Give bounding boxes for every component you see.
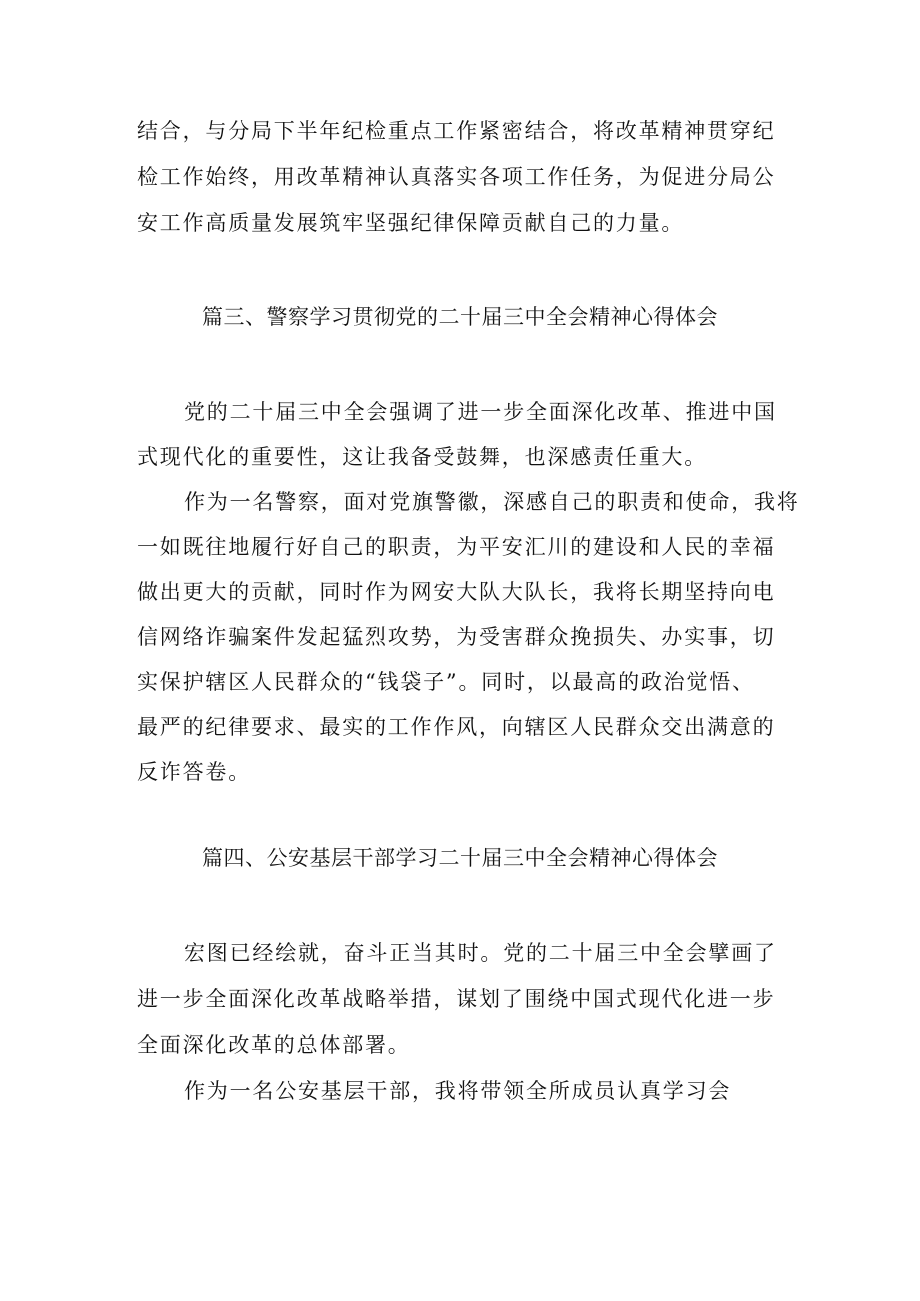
section-heading-4: 篇四、公安基层干部学习二十届三中全会精神心得体会 [202, 846, 718, 870]
paragraph-line: 全面深化改革的总体部署。 [137, 1033, 411, 1057]
paragraph-line: 检工作始终，用改革精神认真落实各项工作任务，为促进分局公 [137, 165, 776, 189]
paragraph-line: 安工作高质量发展筑牢坚强纪律保障贡献自己的力量。 [137, 211, 685, 235]
paragraph-line: 最严的纪律要求、最实的工作作风，向辖区人民群众交出满意的 [137, 715, 776, 739]
paragraph-line: 实保护辖区人民群众的“钱袋子”。同时，以最高的政治觉悟、 [137, 670, 755, 694]
paragraph-line: 做出更大的贡献，同时作为网安大队大队长，我将长期坚持向电 [137, 580, 776, 604]
paragraph-line: 反诈答卷。 [137, 760, 251, 784]
paragraph-line: 宏图已经绘就，奋斗正当其时。党的二十届三中全会擘画了 [184, 941, 777, 965]
paragraph-line: 作为一名警察，面对党旗警徽，深感自己的职责和使命，我将 [184, 490, 800, 514]
paragraph-line: 作为一名公安基层干部，我将带领全所成员认真学习会 [184, 1079, 732, 1103]
paragraph-line: 信网络诈骗案件发起猛烈攻势，为受害群众挽损失、办实事，切 [137, 625, 776, 649]
paragraph-line: 结合，与分局下半年纪检重点工作紧密结合，将改革精神贯穿纪 [137, 119, 776, 143]
section-heading-3: 篇三、警察学习贯彻党的二十届三中全会精神心得体会 [202, 305, 718, 329]
paragraph-line: 一如既往地履行好自己的职责，为平安汇川的建设和人民的幸福 [137, 535, 776, 559]
paragraph-line: 党的二十届三中全会强调了进一步全面深化改革、推进中国 [184, 400, 777, 424]
paragraph-line: 式现代化的重要性，这让我备受鼓舞，也深感责任重大。 [137, 445, 707, 469]
paragraph-line: 进一步全面深化改革战略举措，谋划了围绕中国式现代化进一步 [137, 987, 776, 1011]
